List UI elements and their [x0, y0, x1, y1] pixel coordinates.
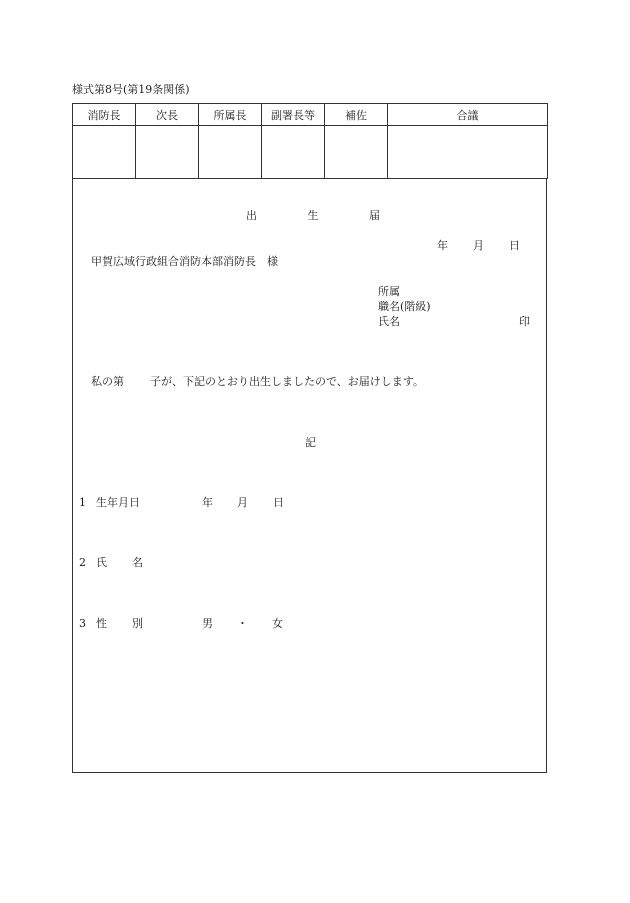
- stamp-cell-assistant[interactable]: [325, 126, 388, 179]
- approval-stamp-table: [72, 103, 548, 179]
- item-3-label-a: 性: [96, 617, 107, 630]
- gender-option-male[interactable]: 男: [202, 617, 213, 630]
- form-number-label: 様式第8号(第19条関係): [72, 83, 190, 96]
- approval-header-section-chief: 所属長: [199, 104, 262, 126]
- item-1-year: 年: [202, 496, 213, 509]
- seal-mark: 印: [519, 315, 530, 328]
- item-2-number: 2: [79, 556, 86, 569]
- stamp-cell-fire-chief[interactable]: [73, 126, 136, 179]
- statement-part-2: 子が、下記のとおり出生しましたので、お届けします。: [150, 375, 424, 388]
- item-1-label: 生年月日: [96, 496, 140, 509]
- gender-separator: ・: [237, 617, 248, 630]
- item-3-number: 3: [79, 617, 86, 630]
- approval-header-fire-chief: 消防長: [73, 104, 136, 126]
- stamp-cell-consultation[interactable]: [388, 126, 548, 179]
- date-month-label: 月: [473, 239, 484, 252]
- approval-header-vice-station-chief: 副署長等: [262, 104, 325, 126]
- approval-header-assistant: 補佐: [325, 104, 388, 126]
- title-char-1: 出: [246, 209, 257, 222]
- stamp-cell-section-chief[interactable]: [199, 126, 262, 179]
- item-2-label-a: 氏: [96, 556, 107, 569]
- form-title: [246, 209, 380, 223]
- item-1-number: 1: [79, 496, 86, 509]
- date-day-label: 日: [509, 239, 520, 252]
- item-2-label-b: 名: [132, 556, 143, 569]
- applicant-affiliation-label: 所属: [378, 285, 400, 298]
- statement-part-1: 私の第: [91, 375, 124, 388]
- approval-header-consultation: 合議: [388, 104, 548, 126]
- ki-note-heading: 記: [305, 436, 316, 449]
- title-char-3: 届: [369, 209, 380, 222]
- stamp-cell-deputy-chief[interactable]: [136, 126, 199, 179]
- title-char-2: 生: [307, 209, 319, 222]
- approval-header-deputy-chief: 次長: [136, 104, 199, 126]
- item-1-day: 日: [273, 496, 284, 509]
- approval-header-row: [73, 104, 548, 126]
- gender-option-female[interactable]: 女: [272, 617, 283, 630]
- item-1-month: 月: [237, 496, 248, 509]
- addressee: 甲賀広域行政組合消防本部消防長 様: [91, 255, 278, 268]
- applicant-position-label: 職名(階級): [378, 300, 431, 313]
- applicant-name-label: 氏名: [378, 315, 400, 328]
- stamp-cell-vice-station-chief[interactable]: [262, 126, 325, 179]
- approval-stamp-row: [73, 126, 548, 179]
- item-3-label-b: 別: [132, 617, 143, 630]
- date-year-label: 年: [437, 239, 448, 252]
- form-body: [72, 178, 547, 773]
